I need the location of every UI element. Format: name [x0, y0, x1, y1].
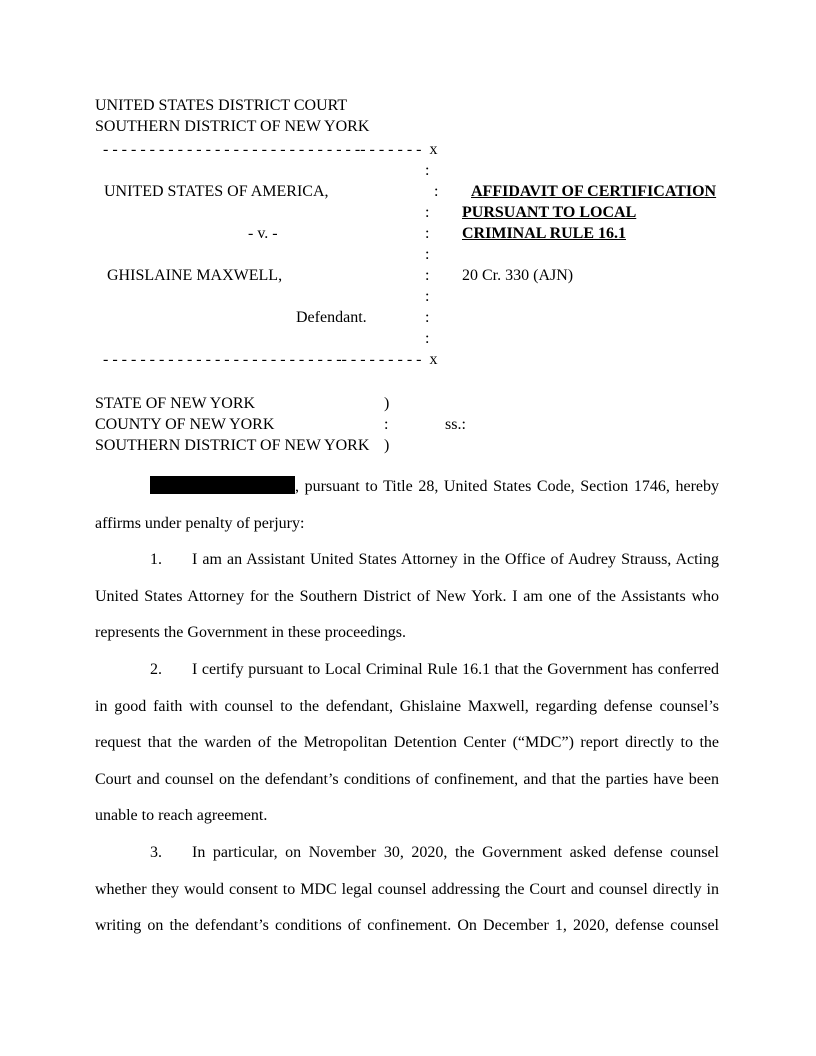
document-title-line: PURSUANT TO LOCAL	[462, 204, 637, 221]
caption-colon: :	[425, 267, 430, 284]
court-district: SOUTHERN DISTRICT OF NEW YORK	[95, 118, 370, 135]
venue	[95, 393, 466, 456]
redacted-name	[150, 476, 295, 494]
venue-district: SOUTHERN DISTRICT OF NEW YORK	[95, 437, 370, 454]
paragraph-2	[95, 652, 719, 835]
venue-mark: )	[384, 395, 390, 412]
venue-mark: )	[384, 437, 390, 454]
versus: - v. -	[248, 225, 278, 242]
venue-county: COUNTY OF NEW YORK	[95, 416, 275, 433]
caption-colon: :	[425, 288, 430, 305]
caption-colon: :	[425, 225, 430, 242]
affidavit-body	[95, 469, 719, 945]
case-number: 20 Cr. 330 (AJN)	[462, 267, 574, 284]
caption-bottom-border: - - - - - - - - - - - - - - - - - - - - - - - - - -- - - - - - - - - x	[103, 351, 438, 368]
paragraph-text: In particular, on November 30, 2020, the Government asked defense counsel whether they would consent to MDC legal counsel addressing the Court and counsel directly in writing on the defendant’s conditions of confinement. On December 1, 2020, defense counsel	[95, 843, 719, 935]
caption-colon: :	[425, 162, 430, 179]
document-title-line: CRIMINAL RULE 16.1	[462, 225, 627, 242]
venue-mark: :	[384, 416, 389, 433]
caption-colon: :	[425, 309, 430, 326]
venue-state: STATE OF NEW YORK	[95, 395, 256, 412]
intro-text: , pursuant to Title 28, United States Code, Section 1746, hereby affirms under penalty of perjury:	[95, 478, 719, 532]
intro-paragraph	[95, 469, 719, 542]
plaintiff: UNITED STATES OF AMERICA,	[104, 183, 329, 200]
caption-colon: :	[425, 330, 430, 347]
caption-colon: :	[434, 183, 439, 200]
defendant-name: GHISLAINE MAXWELL,	[107, 267, 283, 284]
paragraph-1	[95, 542, 719, 652]
court-header	[95, 95, 369, 137]
defendant-label: Defendant.	[296, 309, 367, 326]
venue-ss: ss.:	[445, 416, 466, 433]
caption-colon: :	[425, 204, 430, 221]
caption-colon: :	[425, 246, 430, 263]
paragraph-3	[95, 835, 719, 945]
court-name: UNITED STATES DISTRICT COURT	[95, 97, 348, 114]
caption	[95, 139, 731, 370]
paragraph-number: 2.	[150, 660, 162, 678]
paragraph-number: 1.	[150, 551, 162, 569]
paragraph-number: 3.	[150, 843, 162, 861]
paragraph-text: I certify pursuant to Local Criminal Rule 16.1 that the Government has conferred in good faith with counsel to the defendant, Ghislaine Maxwell, regarding defense counsel’s request that the warden of the Metropolitan Detention Center (“MDC”) report directly to the Court and counsel on the defendant’s conditions of confinement, and that the parties have been unable to reach agreement.	[95, 660, 719, 825]
paragraph-text: I am an Assistant United States Attorney in the Office of Audrey Strauss, Acting United States Attorney for the Southern District of New York. I am one of the Assistants who represents the Government in these proceedings.	[95, 551, 719, 642]
caption-top-border: - - - - - - - - - - - - - - - - - - - - - - - - - - - -- - - - - - - x	[103, 141, 438, 158]
document-title-line: AFFIDAVIT OF CERTIFICATION	[471, 183, 717, 200]
